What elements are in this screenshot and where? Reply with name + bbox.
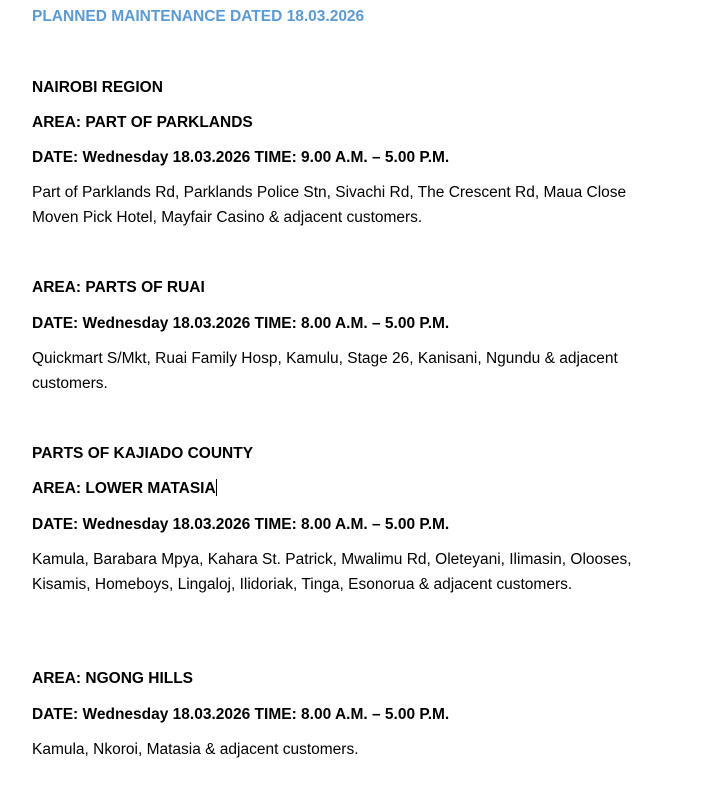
date-line-ngong-hills: DATE: Wednesday 18.03.2026 TIME: 8.00 A.M. – 5.00 P.M.: [32, 706, 450, 723]
text-cursor: [216, 479, 217, 496]
area-heading-ruai: AREA: PARTS OF RUAI: [32, 279, 205, 296]
locations-parklands: Part of Parklands Rd, Parklands Police Stn, Sivachi Rd, The Crescent Rd, Maua Close Moven Pick Hotel, Mayfair Casino & adjacent customers.: [32, 184, 627, 226]
locations-ruai: Quickmart S/Mkt, Ruai Family Hosp, Kamulu, Stage 26, Kanisani, Ngundu & adjacent customers.: [32, 350, 618, 392]
date-line-ruai: DATE: Wednesday 18.03.2026 TIME: 8.00 A.M. – 5.00 P.M.: [32, 315, 450, 332]
area-heading-lower-matasia-wrap: [32, 479, 217, 499]
region-heading-nairobi: NAIROBI REGION: [32, 79, 163, 96]
area-heading-lower-matasia: AREA: LOWER MATASIA: [32, 480, 216, 497]
locations-lower-matasia: Kamula, Barabara Mpya, Kahara St. Patrick, Mwalimu Rd, Oleteyani, Ilimasin, Olooses, Kisamis, Homeboys, Lingaloj, Ilidoriak, Tinga, Esonorua & adjacent customers.: [32, 551, 632, 593]
region-heading-kajiado: PARTS OF KAJIADO COUNTY: [32, 445, 254, 462]
date-line-parklands: DATE: Wednesday 18.03.2026 TIME: 9.00 A.M. – 5.00 P.M.: [32, 149, 450, 166]
document-title: PLANNED MAINTENANCE DATED 18.03.2026: [32, 8, 365, 25]
locations-ngong-hills: Kamula, Nkoroi, Matasia & adjacent customers.: [32, 741, 359, 758]
date-line-lower-matasia: DATE: Wednesday 18.03.2026 TIME: 8.00 A.M. – 5.00 P.M.: [32, 516, 450, 533]
area-heading-parklands: AREA: PART OF PARKLANDS: [32, 114, 253, 131]
area-heading-ngong-hills: AREA: NGONG HILLS: [32, 670, 194, 687]
